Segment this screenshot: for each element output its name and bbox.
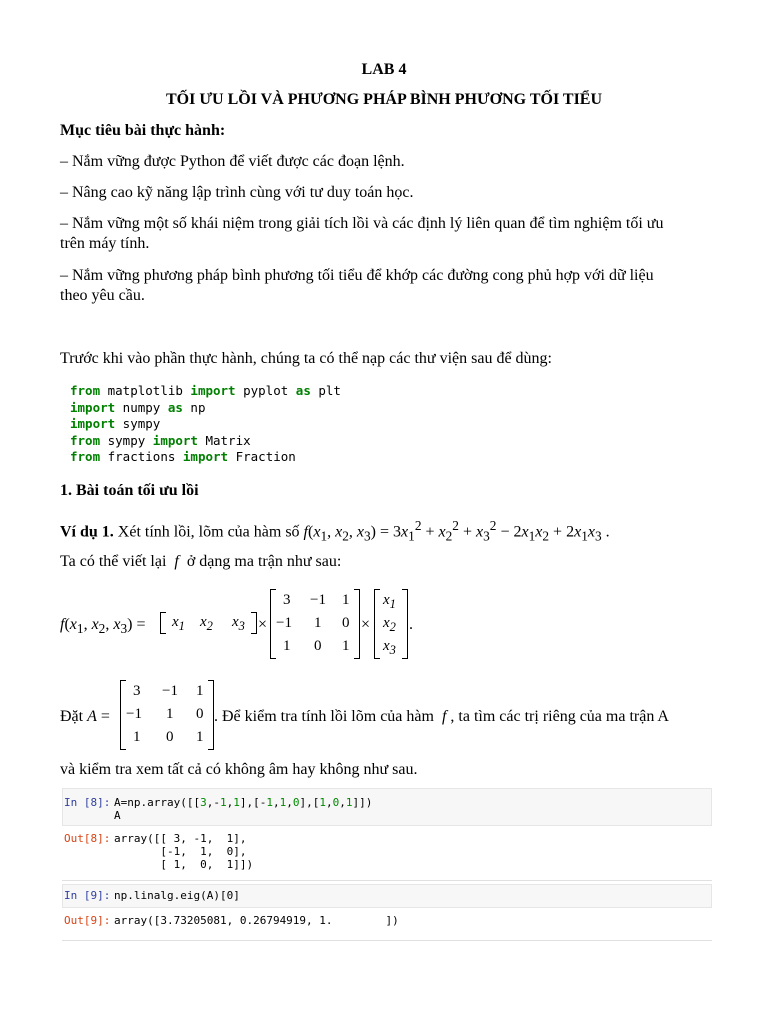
objective-item: – Nâng cao kỹ năng lập trình cùng với tư duy toán học. — [60, 184, 414, 201]
objective-item: – Nắm vững được Python để viết được các đoạn lệnh. — [60, 153, 405, 170]
code-9: np.linalg.eig(A)[0] — [114, 889, 240, 902]
set-a-text-cont: . Để kiểm tra tính lồi lõm của hàm f , ta tìm các trị riêng của ma trận A — [214, 708, 669, 725]
set-a-text: Đặt A = — [60, 708, 110, 725]
objectives-heading: Mục tiêu bài thực hành: — [60, 122, 226, 139]
objective-item: – Nắm vững một số khái niệm trong giải tích lồi và các định lý liên quan để tìm nghiệm tối ưu — [60, 215, 664, 232]
matrix-equation-lhs: $f(x_1$, $x_2$, $x_3$) = — [60, 616, 146, 637]
output-8: array([[ 3, -1, 1], [-1, 1, 0], [ 1, 0, 1]]) — [114, 832, 254, 871]
section-heading: 1. Bài toán tối ưu lồi — [60, 482, 199, 499]
example-1: Ví dụ 1. Xét tính lồi, lõm của hàm số $f(x_1$, $x_2$, $x_3) = 3x_1^2 + x_2^2 + x_3^2 - 2x_1x_2 + 2x_1x_3$ . — [60, 518, 610, 544]
rewrite-text: Ta có thể viết lại f ở dạng ma trận như sau: — [60, 553, 342, 570]
in-prompt-8: In [8]: — [64, 796, 111, 809]
objective-item-cont: theo yêu cầu. — [60, 287, 145, 304]
page-title: TỐI ƯU LỒI VÀ PHƯƠNG PHÁP BÌNH PHƯƠNG TỐI TIỂU — [165, 91, 603, 108]
out-prompt-9: Out[9]: — [64, 914, 111, 927]
code-8: A=np.array([[3,-1,1],[-1,1,0],[1,0,1]]) A — [114, 796, 373, 822]
set-a-line2: và kiểm tra xem tất cả có không âm hay không như sau. — [60, 761, 418, 778]
out-prompt-8: Out[8]: — [64, 832, 111, 845]
intro-text: Trước khi vào phần thực hành, chúng ta có thể nạp các thư viện sau để dùng: — [60, 350, 552, 367]
in-prompt-9: In [9]: — [64, 889, 111, 902]
objective-item: – Nắm vững phương pháp bình phương tối tiểu để khớp các đường cong phủ hợp với dữ liệu — [60, 267, 654, 284]
lab-number: LAB 4 — [361, 61, 407, 78]
objective-item-cont: trên máy tính. — [60, 235, 150, 252]
output-9: array([3.73205081, 0.26794919, 1. ]) — [114, 914, 399, 927]
import-code-block: from matplotlib import pyplot as plt import numpy as np import sympy from sympy import Matrix from fractions import Fraction — [70, 383, 341, 465]
